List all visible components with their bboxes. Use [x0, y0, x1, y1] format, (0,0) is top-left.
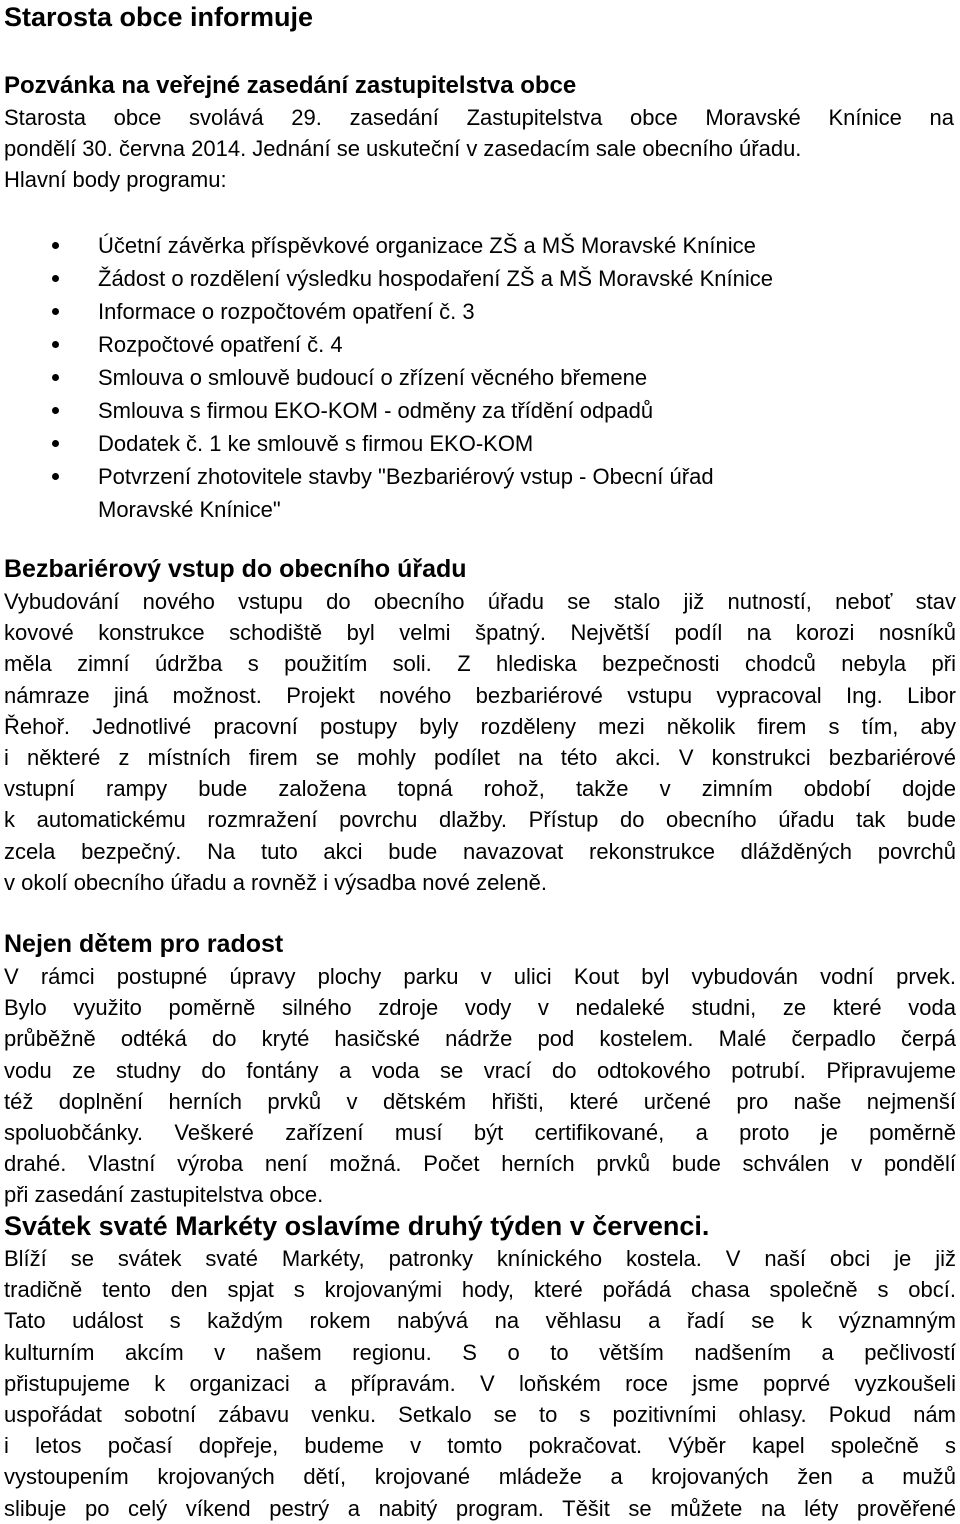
invitation-heading: Pozvánka na veřejné zasedání zastupitelstva obce [4, 72, 577, 99]
agenda-item: Informace o rozpočtovém opatření č. 3 [0, 295, 960, 328]
text-line: slibuje po celý víkend pestrý a nabitý program. Těšit se můžete na léty prověřené [4, 1495, 956, 1521]
agenda-list [0, 229, 960, 526]
text-line: kovové konstrukce schodiště byl velmi špatný. Největší podíl na korozi nosníků [4, 620, 956, 646]
agenda-item: Účetní závěrka příspěvkové organizace ZŠ a MŠ Moravské Knínice [0, 229, 960, 262]
text-line: při zasedání zastupitelstva obce. [4, 1182, 324, 1208]
invitation-line: Hlavní body programu: [4, 167, 227, 192]
agenda-item: Smlouva s firmou EKO-KOM - odměny za třídění odpadů [0, 394, 960, 427]
text-line: uspořádat sobotní zábavu venku. Setkalo se to s pozitivními ohlasy. Pokud nám [4, 1402, 956, 1428]
feast-text [4, 1243, 956, 1524]
text-line: Řehoř. Jednotlivé pracovní postupy byly rozděleny mezi několik firem s tím, aby [4, 713, 956, 739]
text-line: spoluobčánky. Veškeré zařízení musí být certifikované, a proto je poměrně [4, 1120, 956, 1146]
text-line: Vybudování nového vstupu do obecního úřadu se stalo již nutností, neboť stav [4, 589, 956, 614]
bullet-icon [52, 242, 59, 249]
bullet-icon [52, 275, 59, 282]
text-line: též doplnění herních prvků v dětském hřišti, které určené pro naše nejmenší [4, 1088, 956, 1114]
bullet-icon [52, 374, 59, 381]
text-line: k automatickému rozmražení povrchu dlažby. Přístup do obecního úřadu tak bude [4, 807, 956, 833]
children-text [4, 961, 956, 1211]
bullet-icon [52, 440, 59, 447]
invitation-line: Starosta obce svolává 29. zasedání Zastupitelstva obce Moravské Knínice na [4, 105, 954, 130]
bullet-icon [52, 407, 59, 414]
agenda-item: Žádost o rozdělení výsledku hospodaření ZŠ a MŠ Moravské Knínice [0, 262, 960, 295]
text-line: tradičně tento den spjat s krojovanými hody, které pořádá chasa společně s obcí. [4, 1277, 956, 1303]
text-line: i některé z místních firem se mohly podílet na této akci. V konstrukci bezbariérové [4, 745, 956, 771]
text-line: přistupujeme k organizaci a přípravám. V loňském roce jsme poprvé vyzkoušeli [4, 1370, 956, 1396]
text-line: vystoupením krojovaných dětí, krojované mládeže a krojovaných žen a mužů [4, 1464, 956, 1490]
bullet-icon [52, 473, 59, 480]
text-line: V rámci postupné úpravy plochy parku v ulici Kout byl vybudován vodní prvek. [4, 964, 956, 989]
text-line: vstupní rampy bude založena topná rohož, takže v zimním období dojde [4, 776, 956, 802]
invitation-line: pondělí 30. června 2014. Jednání se uskuteční v zasedacím sale obecního úřadu. [4, 136, 802, 161]
text-line: průběžně odtéká do kryté hasičské nádrže pod kostelem. Malé čerpadlo čerpá [4, 1026, 956, 1052]
text-line: Blíží se svátek svaté Markéty, patronky knínického kostela. V naší obci je již [4, 1246, 956, 1271]
text-line: i letos počasí dopřeje, budeme v tomto pokračovat. Výběr kapel společně s [4, 1433, 956, 1459]
text-line: Tato událost s každým rokem nabývá na věhlasu a řadí se k významným [4, 1308, 956, 1334]
text-line: Bylo využito poměrně silného zdroje vody v nedaleké studni, ze které voda [4, 995, 956, 1021]
text-line: měla zimní údržba s použitím soli. Z hlediska bezpečnosti chodců nebyla při [4, 651, 956, 677]
agenda-item: Dodatek č. 1 ke smlouvě s firmou EKO-KOM [0, 427, 960, 460]
page-title: Starosta obce informuje [4, 2, 314, 32]
agenda-item: Smlouva o smlouvě budoucí o zřízení věcného břemene [0, 361, 960, 394]
text-line: vodu ze studny do fontány a voda se vrací do odtokového potrubí. Připravujeme [4, 1057, 956, 1083]
text-line: námraze jiná možnost. Projekt nového bezbariérové vstupu vypracoval Ing. Libor [4, 682, 956, 708]
invitation-intro [4, 102, 954, 195]
text-line: kulturním akcím v našem regionu. S o to větším nadšením a pečlivostí [4, 1339, 956, 1365]
feast-heading: Svátek svaté Markéty oslavíme druhý týden v červenci. [4, 1211, 710, 1241]
agenda-item: Rozpočtové opatření č. 4 [0, 328, 960, 361]
text-line: v okolí obecního úřadu a rovněž i výsadba nové zeleně. [4, 869, 548, 895]
agenda-item: Potvrzení zhotovitele stavby "Bezbariérový vstup - Obecní úřad Moravské Knínice" [0, 460, 960, 526]
children-heading: Nejen dětem pro radost [4, 930, 284, 958]
barrier-free-heading: Bezbariérový vstup do obecního úřadu [4, 555, 467, 583]
bullet-icon [52, 308, 59, 315]
barrier-free-text [4, 586, 956, 898]
bullet-icon [52, 341, 59, 348]
text-line: drahé. Vlastní výroba není možná. Počet herních prvků bude schválen v pondělí [4, 1151, 956, 1177]
text-line: zcela bezpečný. Na tuto akci bude navazovat rekonstrukce dlážděných povrchů [4, 838, 956, 864]
